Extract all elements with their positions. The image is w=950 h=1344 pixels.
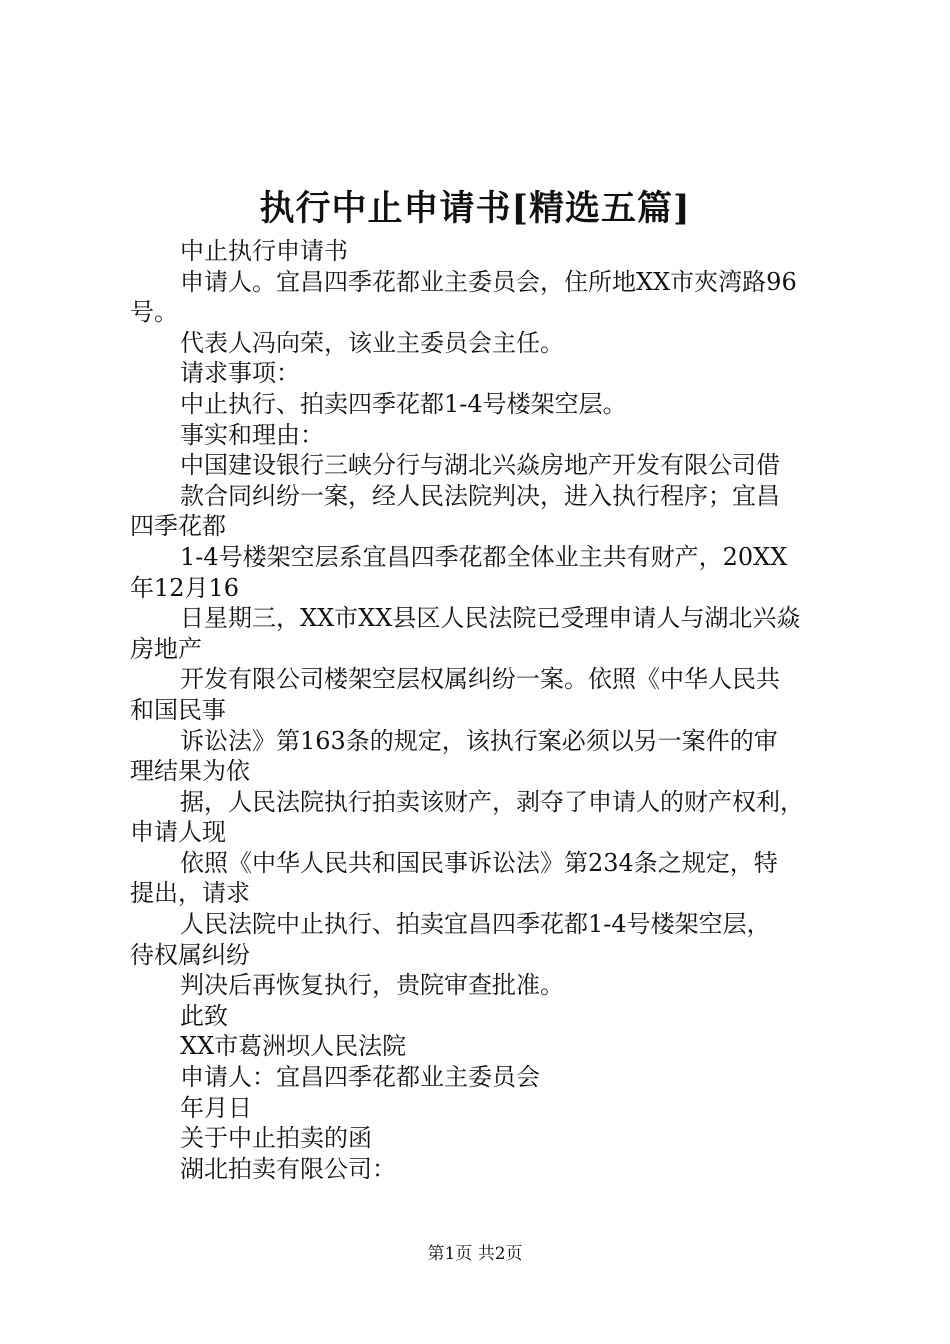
paragraph-continuation-line: 年12月16	[130, 573, 240, 602]
paragraph	[130, 542, 840, 603]
paragraph-line: 申请人。宜昌四季花都业主委员会，住所地XX市夾湾路96	[180, 267, 797, 296]
paragraph	[130, 450, 840, 481]
paragraph	[130, 358, 840, 389]
paragraph-line: 1-4号楼架空层系宜昌四季花都全体业主共有财产，20XX	[180, 542, 788, 571]
paragraph	[130, 1062, 840, 1093]
page-footer: 第1页 共2页	[427, 1244, 523, 1264]
paragraph	[130, 1031, 840, 1062]
paragraph-line: 事实和理由：	[180, 420, 324, 449]
paragraph	[130, 970, 840, 1001]
paragraph	[130, 1123, 840, 1154]
paragraph-line: 据，人民法院执行拍卖该财产，剥夺了申请人的财产权利，	[180, 787, 804, 816]
paragraph-line: XX市葛洲坝人民法院	[180, 1032, 407, 1061]
paragraph-line: 关于中止拍卖的函	[180, 1124, 372, 1153]
paragraph	[130, 267, 840, 328]
paragraph	[130, 603, 840, 664]
paragraph	[130, 328, 840, 359]
paragraph	[130, 481, 840, 542]
paragraph-continuation-line: 四季花都	[130, 512, 226, 541]
paragraph-continuation-line: 申请人现	[130, 818, 226, 847]
paragraph-line: 判决后再恢复执行，贵院审查批准。	[180, 971, 564, 1000]
paragraph-continuation-line: 号。	[130, 298, 178, 327]
paragraph	[130, 848, 840, 909]
paragraph-continuation-line: 和国民事	[130, 695, 226, 724]
paragraph-continuation-line: 待权属纠纷	[130, 940, 250, 969]
paragraph-line: 日星期三，XX市XX县区人民法院已受理申请人与湖北兴焱	[180, 604, 801, 633]
paragraph-line: 请求事项：	[180, 359, 300, 388]
paragraph	[130, 1093, 840, 1124]
paragraph-line: 中国建设银行三峡分行与湖北兴焱房地产开发有限公司借	[180, 451, 780, 480]
paragraph-line: 湖北拍卖有限公司：	[180, 1154, 396, 1183]
paragraph	[130, 909, 840, 970]
paragraph	[130, 787, 840, 848]
paragraph-line: 开发有限公司楼架空层权属纠纷一案。依照《中华人民共	[180, 665, 780, 694]
paragraph-line: 中止执行申请书	[180, 237, 348, 265]
paragraph	[130, 664, 840, 725]
paragraph	[130, 726, 840, 787]
paragraph	[130, 1001, 840, 1032]
paragraph-line: 人民法院中止执行、拍卖宜昌四季花都1-4号楼架空层，	[180, 910, 771, 939]
paragraph-line: 依照《中华人民共和国民事诉讼法》第234条之规定，特	[180, 848, 778, 877]
paragraph-line: 中止执行、拍卖四季花都1-4号楼架空层。	[180, 389, 627, 418]
paragraph	[130, 236, 840, 267]
paragraph-line: 年月日	[180, 1093, 252, 1122]
paragraph-continuation-line: 理结果为依	[130, 757, 250, 786]
paragraph	[130, 1154, 840, 1185]
paragraph-continuation-line: 房地产	[130, 634, 202, 663]
paragraph	[130, 420, 840, 451]
paragraph-continuation-line: 提出，请求	[130, 879, 250, 908]
paragraph-line: 此致	[180, 1001, 228, 1030]
document-title: 执行中止申请书[精选五篇]	[259, 188, 691, 229]
paragraph-line: 诉讼法》第163条的规定，该执行案必须以另一案件的审	[180, 726, 778, 755]
document-body	[130, 236, 840, 1184]
paragraph	[130, 389, 840, 420]
paragraph-line: 申请人：宜昌四季花都业主委员会	[180, 1063, 540, 1092]
paragraph-line: 代表人冯向荣，该业主委员会主任。	[180, 328, 564, 357]
paragraph-line: 款合同纠纷一案，经人民法院判决，进入执行程序；宜昌	[180, 481, 780, 510]
